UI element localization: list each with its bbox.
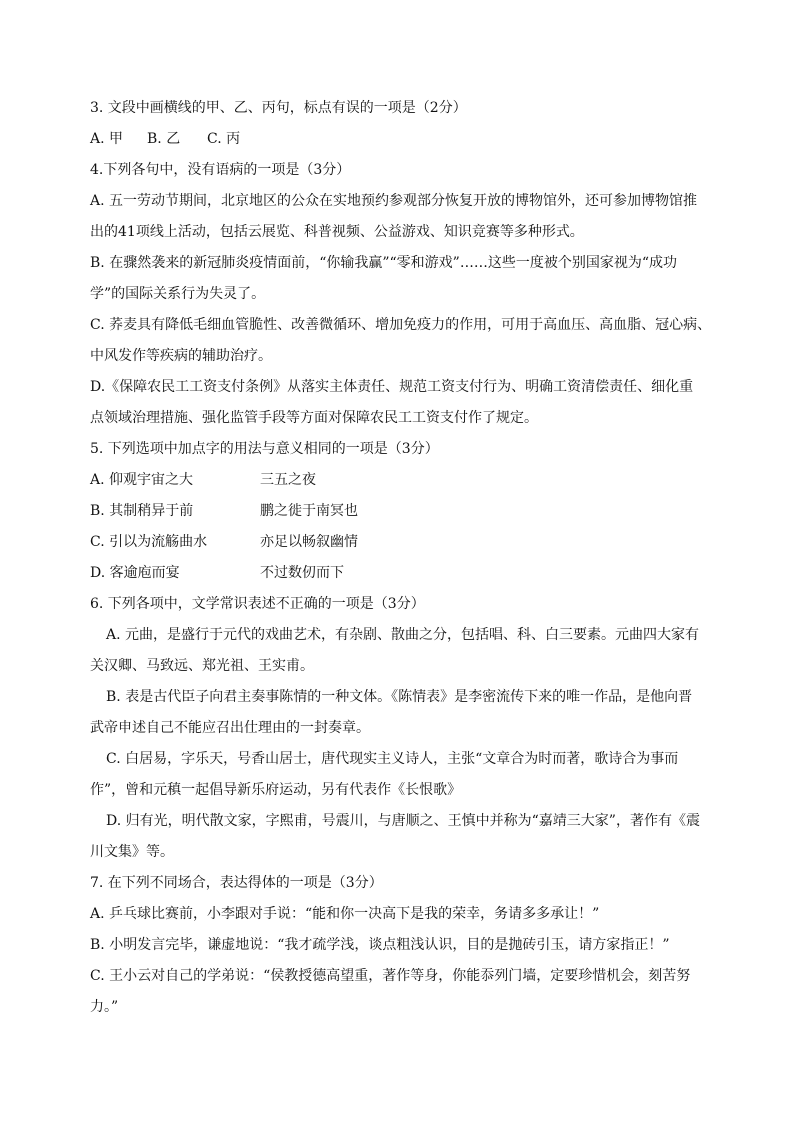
option-phrase-right: 亦足以畅叙幽情 [260, 534, 358, 550]
option-phrase-right: 不过数仞而下 [260, 565, 344, 581]
option-phrase-right: 鹏之徙于南冥也 [260, 503, 358, 519]
option-phrase-left: D. 客逾庖而宴 [90, 565, 180, 581]
question-4-line: D.《保障农民工工资支付条例》从落实主体责任、规范工资支付行为、明确工资清偿责任、细化重 [90, 379, 694, 395]
question-4-line: C. 荞麦具有降低毛细血管脆性、改善微循环、增加免疫力的作用，可用于高血压、高血脂、冠心病、 [90, 317, 712, 333]
question-6-line: D. 归有光，明代散文家，字熙甫，号震川，与唐顺之、王慎中并称为“嘉靖三大家”，著作有《震 [106, 813, 700, 829]
question-6-line: 作”，曾和元稹一起倡导新乐府运动，另有代表作《长恨歌》 [90, 782, 462, 798]
option-phrase-left: C. 引以为流觞曲水 [90, 534, 208, 550]
exam-page [90, 100, 710, 1030]
question-5-option-row [90, 534, 710, 550]
question-6-stem: 6. 下列各项中，文学常识表述不正确的一项是（3分） [90, 596, 425, 612]
question-7-line: C. 王小云对自己的学弟说：“侯教授德高望重，著作等身，你能忝列门墙，定要珍惜机会，刻苦努 [90, 968, 691, 984]
option-c: C. 丙 [207, 131, 241, 147]
option-phrase-left: A. 仰观宇宙之大 [90, 472, 194, 488]
question-3-options [90, 131, 710, 147]
question-4-line: 出的41项线上活动，包括云展览、科普视频、公益游戏、知识竞赛等多种形式。 [90, 224, 584, 240]
question-4-line: A. 五一劳动节期间，北京地区的公众在实地预约参观部分恢复开放的博物馆外，还可参加博物馆推 [90, 193, 698, 209]
question-4-line: 点领域治理措施、强化监管手段等方面对保障农民工工资支付作了规定。 [90, 410, 538, 426]
question-3-stem: 3. 文段中画横线的甲、乙、丙句，标点有误的一项是（2分） [90, 100, 467, 116]
question-6-line: B. 表是古代臣子向君主奏事陈情的一种文体。《陈情表》是李密流传下来的唯一作品，是他向晋 [106, 689, 693, 705]
question-5-option-row [90, 565, 710, 581]
option-a: A. 甲 [90, 131, 124, 147]
question-6-line: 关汉卿、马致远、郑光祖、王实甫。 [90, 658, 314, 674]
question-4-line: B. 在骤然袭来的新冠肺炎疫情面前，“你输我赢”“零和游戏”……这些一度被个别国家视为“成功 [90, 255, 677, 271]
question-5-option-row [90, 472, 710, 488]
option-phrase-right: 三五之夜 [260, 472, 316, 488]
question-4-stem: 4.下列各句中，没有语病的一项是（3分） [90, 162, 351, 178]
question-6-line: 川文集》等。 [90, 844, 174, 860]
option-b: B. 乙 [147, 131, 181, 147]
question-4-line: 学”的国际关系行为失灵了。 [90, 286, 266, 302]
question-6-line: A. 元曲，是盛行于元代的戏曲艺术，有杂剧、散曲之分，包括唱、科、白三要素。元曲四大家有 [106, 627, 700, 643]
question-7-line: 力。” [90, 999, 119, 1015]
question-7-line: B. 小明发言完毕，谦虚地说：“我才疏学浅，谈点粗浅认识，目的是抛砖引玉，请方家指正！” [90, 937, 670, 953]
question-6-line: C. 白居易，字乐天，号香山居士，唐代现实主义诗人，主张“文章合为时而著，歌诗合为事而 [106, 751, 679, 767]
question-7-stem: 7. 在下列不同场合，表达得体的一项是（3分） [90, 875, 383, 891]
question-5-option-row [90, 503, 710, 519]
question-4-line: 中风发作等疾病的辅助治疗。 [90, 348, 272, 364]
option-phrase-left: B. 其制稍异于前 [90, 503, 194, 519]
question-5-stem: 5. 下列选项中加点字的用法与意义相同的一项是（3分） [90, 441, 439, 457]
question-7-line: A. 乒乓球比赛前，小李跟对手说：“能和你一决高下是我的荣幸，务请多多承让！” [90, 906, 600, 922]
question-6-line: 武帝申述自己不能应召出仕理由的一封奏章。 [90, 720, 370, 736]
